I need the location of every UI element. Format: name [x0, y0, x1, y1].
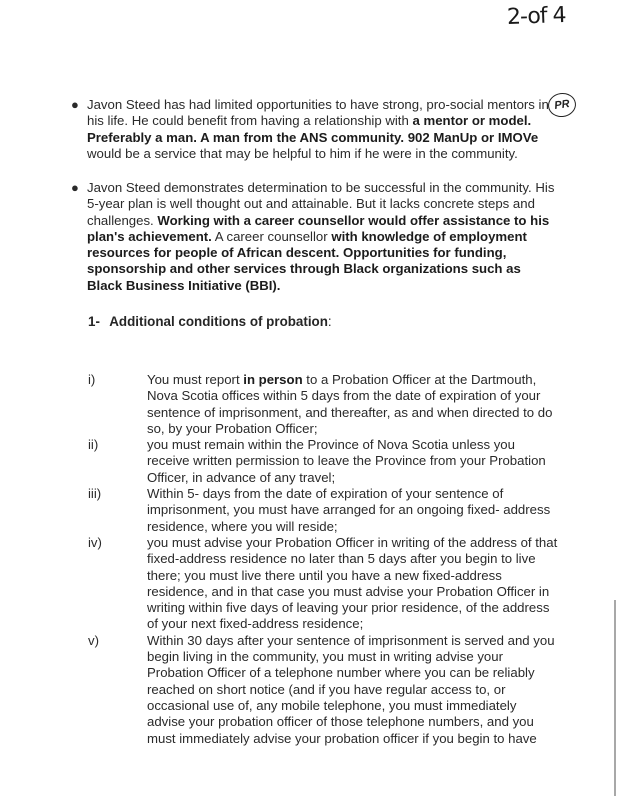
- condition-numeral: iv): [88, 534, 102, 550]
- section-colon: :: [327, 314, 332, 329]
- condition-numeral: v): [88, 632, 99, 648]
- text-run: Within 5- days from the date of expiration of your sentence of imprisonment, you must have arranged for an ongoing fixed- address residence, where you will reside;: [147, 486, 551, 534]
- bullet-icon: ●: [71, 180, 79, 195]
- bullet-paragraph-mentor: [71, 97, 557, 162]
- text-run: you must remain within the Province of Nova Scotia unless you receive written permission to leave the Province from your Probation Officer, in advance of any travel;: [147, 437, 546, 485]
- section-title: Additional conditions of probation: [109, 314, 328, 329]
- bullet-text: [87, 97, 557, 162]
- text-run: Javon Steed demonstrates determination to be successful in the community. His 5-year plan is well thought out and attainable. But it lacks concrete steps and challenges.: [87, 180, 555, 228]
- bold-text-run: a mentor or model. Preferably a man. A man from the ANS community. 902 ManUp or IMOVe: [87, 113, 539, 145]
- bold-text-run: in person: [243, 372, 303, 387]
- text-run: Within 30 days after your sentence of imprisonment is served and you begin living in the community, you must in writing advise your Probation Officer of a telephone number where you can be reliably reached on short notice (and if you have regular access to, or occasional use of, any mobile telephone, you must immediately advise your probation officer of those telephone numbers, and you must immediately advise your probation officer if you begin to have: [147, 632, 555, 746]
- section-number: 1-: [88, 314, 100, 329]
- text-run: to a Probation Officer at the Dartmouth, Nova Scotia offices within 5 days from the date of expiration of your sentence of imprisonment, and thereafter, as and when directed to do so, by your Probation Officer;: [147, 372, 553, 436]
- handwritten-page-number: 2-of 4: [506, 2, 566, 31]
- condition-item-v: [88, 633, 558, 747]
- text-run: You must report: [147, 372, 244, 387]
- text-run: would be a service that may be helpful to him if he were in the community.: [87, 145, 518, 161]
- bullet-text: [87, 180, 557, 294]
- condition-numeral: iii): [88, 486, 102, 502]
- condition-text: [147, 372, 558, 437]
- condition-numeral: ii): [88, 437, 99, 453]
- condition-numeral: i): [88, 372, 96, 387]
- condition-item-iv: [88, 535, 558, 633]
- condition-item-ii: [88, 437, 558, 486]
- text-run: Javon Steed has had limited opportunities to have strong, pro-social mentors in his life. He could benefit from having a relationship with: [87, 97, 549, 129]
- bullet-icon: ●: [71, 97, 79, 112]
- handwritten-initials: PR: [546, 91, 577, 119]
- section-heading: [88, 314, 332, 329]
- bold-text-run: Working with a career counsellor would offer assistance to his plan's achievement.: [87, 212, 550, 244]
- bullet-paragraph-career: [71, 180, 557, 294]
- condition-text: [147, 437, 558, 486]
- condition-text: [147, 486, 558, 535]
- scan-edge-line: [614, 600, 616, 796]
- condition-item-i: [88, 372, 558, 437]
- text-run: you must advise your Probation Officer in writing of the address of that fixed-address residence no later than 5 days after you begin to live there; you must live there until you have a new fixed-address residence, and in that case you must advise your Probation Officer in writing within five days of leaving your prior residence, of the address of your next fixed-address residence;: [147, 534, 558, 632]
- text-run: A career counsellor: [211, 228, 332, 244]
- conditions-list: [88, 372, 558, 747]
- condition-text: [147, 535, 558, 633]
- bold-text-run: with knowledge of employment resources for people of African descent. Opportunities for funding, sponsorship and other services through Black organizations such as Black Business Initiative (BBI).: [87, 228, 527, 293]
- condition-item-iii: [88, 486, 558, 535]
- condition-text: [147, 633, 558, 747]
